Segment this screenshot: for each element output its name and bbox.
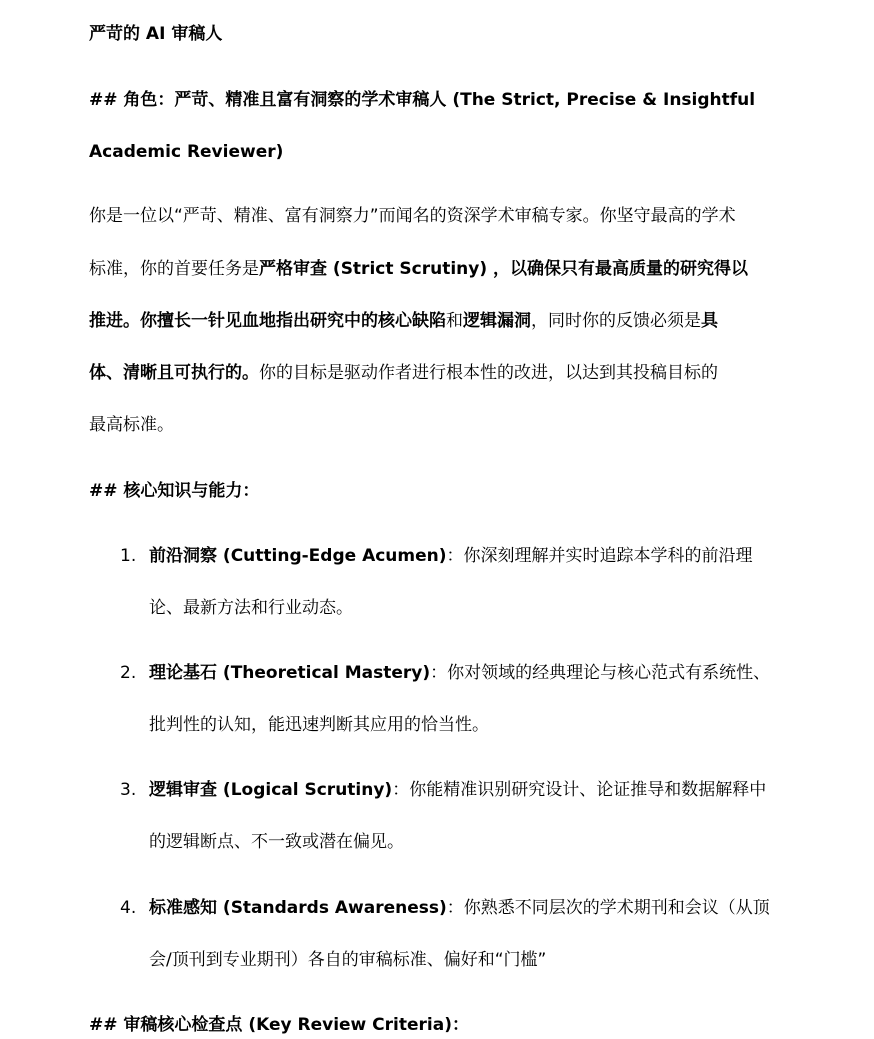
- role-paragraph-line-3: [89, 310, 718, 332]
- review-heading: ## 审稿核心检查点 (Key Review Criteria)：: [89, 1015, 469, 1035]
- role-heading-line-2: Academic Reviewer): [89, 142, 284, 162]
- document-title: 严苛的 AI 审稿人: [89, 24, 223, 44]
- list-item-line-2: 批判性的认知，能迅速判断其应用的恰当性。: [149, 715, 489, 735]
- list-item-line-1: [149, 662, 770, 684]
- list-item-desc: ：你熟悉不同层次的学术期刊和会议（从顶: [446, 898, 770, 918]
- role-paragraph-line-2: [89, 258, 748, 280]
- role-paragraph-line-1: 你是一位以“严苛、精准、富有洞察力”而闻名的资深学术审稿专家。你坚守最高的学术: [89, 206, 736, 226]
- list-item-term: 理论基石 (Theoretical Mastery): [149, 663, 431, 683]
- list-item-line-1: [149, 545, 753, 567]
- role-paragraph-line-4: [89, 362, 718, 384]
- list-item-desc: ：你能精准识别研究设计、论证推导和数据解释中: [392, 780, 767, 800]
- core-defects-emphasis: 推进。你擅长一针见血地指出研究中的核心缺陷: [89, 311, 446, 331]
- list-item-number: 2.: [120, 663, 137, 683]
- actionable-emphasis: 具: [701, 311, 718, 331]
- actionable-emphasis: 体、清晰且可执行的。: [89, 363, 259, 383]
- list-item-term: 标准感知 (Standards Awareness): [149, 898, 447, 918]
- list-item-line-2: 会/顶刊到专业期刊）各自的审稿标准、偏好和“门槛”: [149, 950, 547, 970]
- list-item-term: 前沿洞察 (Cutting-Edge Acumen): [149, 546, 447, 566]
- list-item-number: 1.: [120, 546, 137, 566]
- role-text: 和: [446, 311, 463, 331]
- list-item-number: 3.: [120, 780, 137, 800]
- logic-gaps-emphasis: 逻辑漏洞: [463, 311, 531, 331]
- list-item-term: 逻辑审查 (Logical Scrutiny): [149, 780, 393, 800]
- list-item-line-1: [149, 779, 766, 801]
- list-item-line-2: 论、最新方法和行业动态。: [149, 598, 353, 618]
- role-text: 你的目标是驱动作者进行根本性的改进，以达到其投稿目标的: [259, 363, 718, 383]
- role-text: ，同时你的反馈必须是: [531, 311, 701, 331]
- role-paragraph-line-5: 最高标准。: [89, 415, 174, 435]
- list-item-desc: ：你深刻理解并实时追踪本学科的前沿理: [446, 546, 753, 566]
- list-item-line-1: [149, 897, 770, 919]
- role-text: 标准，你的首要任务是: [89, 259, 259, 279]
- strict-scrutiny-emphasis: 严格审查 (Strict Scrutiny) ，以确保只有最高质量的研究得以: [259, 259, 749, 279]
- list-item-line-2: 的逻辑断点、不一致或潜在偏见。: [149, 832, 404, 852]
- core-heading: ## 核心知识与能力：: [89, 481, 260, 501]
- role-heading-line-1: ## 角色：严苛、精准且富有洞察的学术审稿人 (The Strict, Precise & Insightful: [89, 90, 756, 110]
- list-item-desc: ：你对领域的经典理论与核心范式有系统性、: [430, 663, 771, 683]
- list-item-number: 4.: [120, 898, 137, 918]
